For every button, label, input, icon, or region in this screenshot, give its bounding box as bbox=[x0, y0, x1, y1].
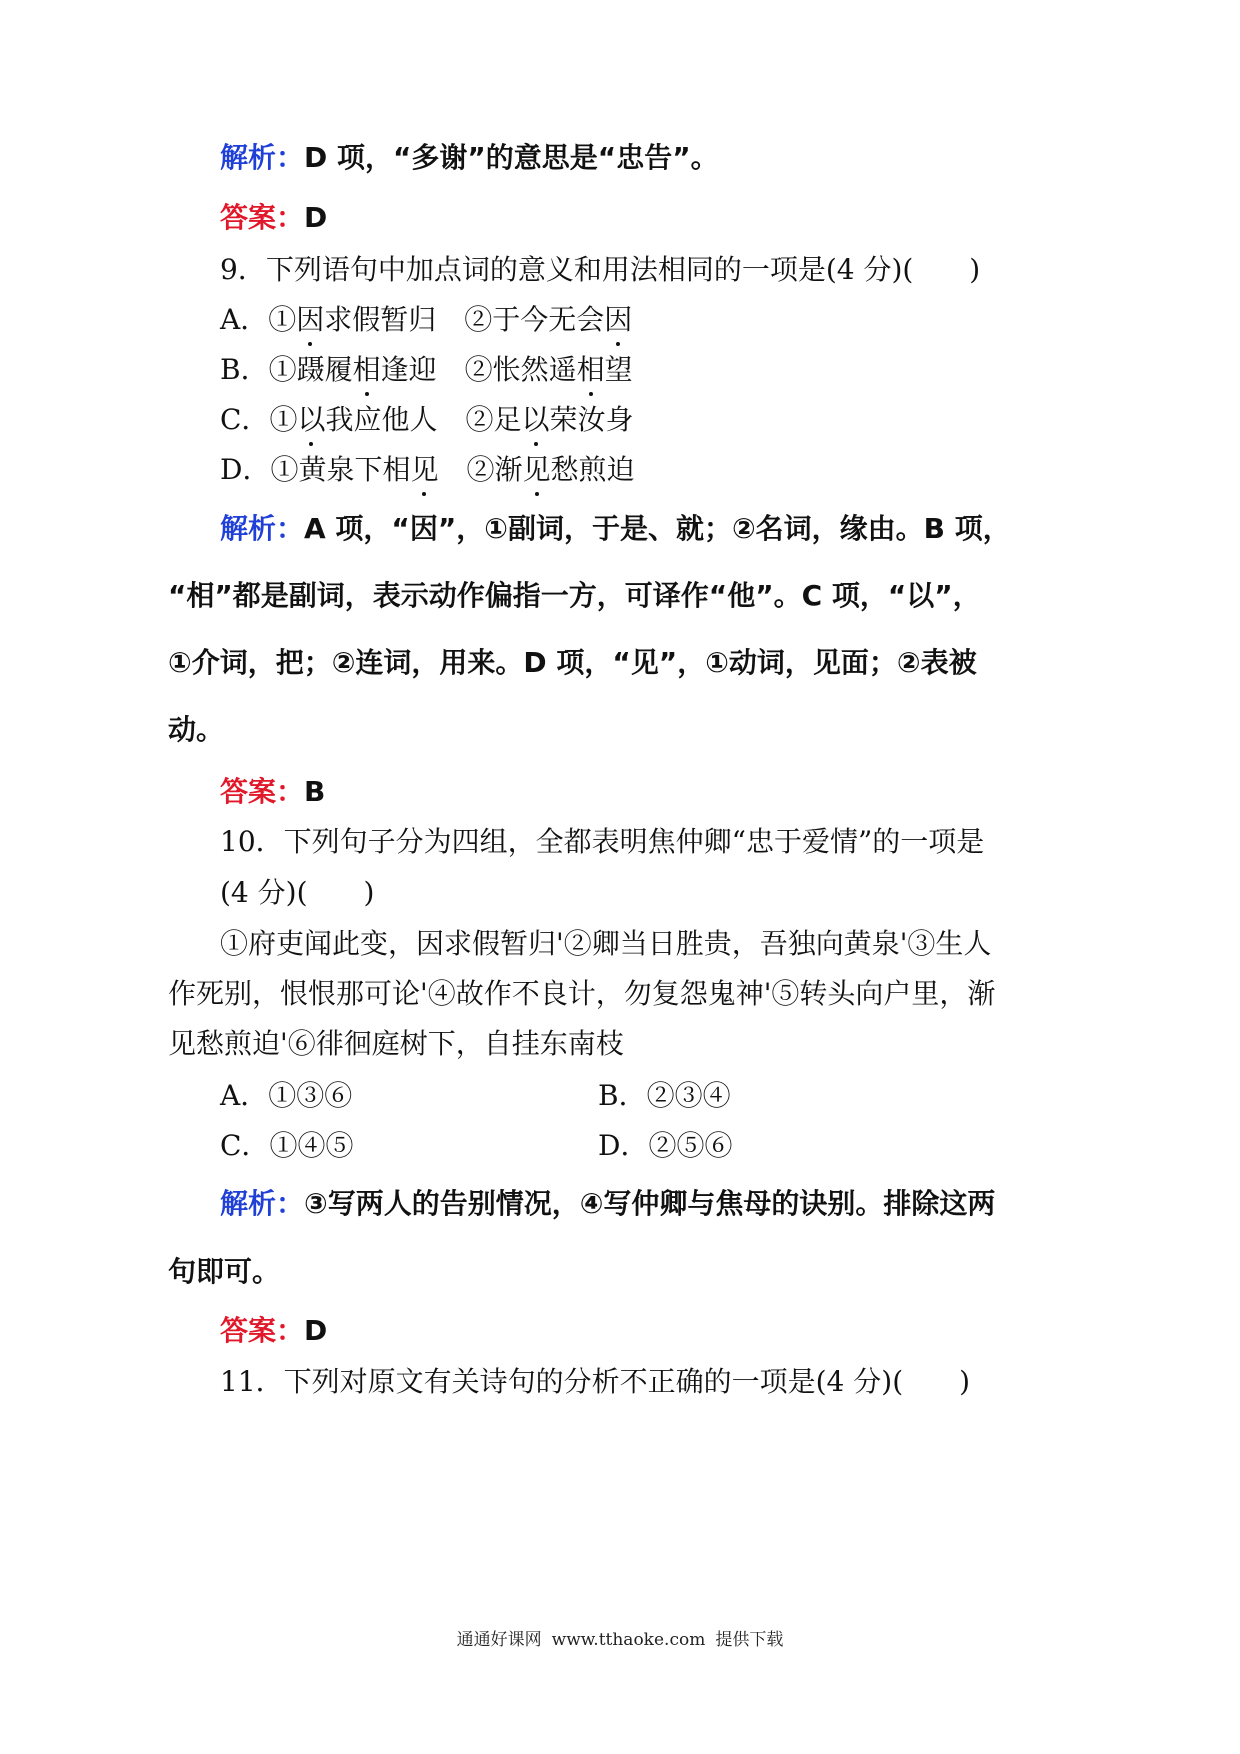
analysis-label: 解析： bbox=[220, 1187, 305, 1220]
answer-label: 答案： bbox=[220, 1314, 305, 1347]
option-value: ①③⑥ bbox=[268, 1079, 353, 1112]
dotted-word: 因 bbox=[604, 300, 632, 340]
answer-value: D bbox=[304, 201, 328, 234]
option-letter: A． bbox=[220, 1079, 269, 1112]
dotted-word: 以 bbox=[297, 400, 325, 440]
analysis-label: 解析： bbox=[220, 512, 305, 545]
option-letter: D． bbox=[598, 1129, 649, 1162]
answer-value: B bbox=[304, 775, 326, 808]
dotted-word: 见 bbox=[410, 450, 438, 490]
q9-analysis-line-1: 解析：A 项，“因”，①副词，于是、就；②名词，缘由。B 项， bbox=[220, 512, 1011, 545]
q10-option-d bbox=[598, 1126, 732, 1166]
q9-stem: 9．下列语句中加点词的意义和用法相同的一项是(4 分)( ) bbox=[220, 253, 981, 286]
dotted-word: 因 bbox=[296, 300, 324, 340]
q9-analysis-line-4: 动。 bbox=[168, 713, 225, 746]
option-value: ②③④ bbox=[646, 1079, 731, 1112]
analysis-text: D 项，“多谢”的意思是“忠告”。 bbox=[304, 141, 719, 174]
q9-analysis-line-3: ①介词，把；②连词，用来。D 项，“见”，①动词，见面；②表被 bbox=[168, 646, 977, 679]
q9-option-d: D．①黄泉下相见 ②渐见愁煎迫 bbox=[220, 450, 635, 490]
q10-analysis-line-2: 句即可。 bbox=[168, 1255, 281, 1288]
q10-stem-line-1: 10．下列句子分为四组，全都表明焦仲卿“忠于爱情”的一项是 bbox=[220, 825, 985, 858]
dotted-word: 见 bbox=[523, 450, 551, 490]
footer-url: www.tthaoke.com bbox=[551, 1630, 706, 1650]
q9-option-c: C．①以我应他人 ②足以荣汝身 bbox=[220, 400, 634, 440]
q10-analysis-line-1: 解析：③写两人的告别情况，④写仲卿与焦母的诀别。排除这两 bbox=[220, 1187, 996, 1220]
answer-value: D bbox=[304, 1314, 328, 1347]
q10-option-c bbox=[220, 1126, 353, 1166]
analysis-label: 解析： bbox=[220, 141, 305, 174]
q9-analysis-line-2: “相”都是副词，表示动作偏指一方，可译作“他”。C 项，“以”， bbox=[168, 579, 981, 612]
footer-site: 通通好课网 bbox=[456, 1630, 542, 1650]
footer-note: 提供下载 bbox=[715, 1630, 784, 1650]
option-letter: B． bbox=[220, 353, 269, 386]
q9-option-b: B．①蹑履相逢迎 ②怅然遥相望 bbox=[220, 350, 633, 390]
q10-body-line-2: 作死别，恨恨那可论'④故作不良计，勿复怨鬼神'⑤转头向户里，渐 bbox=[168, 977, 996, 1010]
dotted-word: 相 bbox=[353, 350, 381, 390]
page-footer bbox=[0, 1628, 1240, 1652]
option-letter: B． bbox=[598, 1079, 647, 1112]
option-letter: C． bbox=[220, 1129, 270, 1162]
q10-body-line-1: ①府吏闻此变，因求假暂归'②卿当日胜贵，吾独向黄泉'③生人 bbox=[220, 927, 992, 960]
option-letter: C． bbox=[220, 403, 270, 436]
answer-label: 答案： bbox=[220, 775, 305, 808]
q9-option-a: A．①因求假暂归 ②于今无会因 bbox=[220, 300, 632, 340]
q8-answer bbox=[220, 198, 327, 238]
q10-option-b bbox=[598, 1076, 731, 1116]
q10-option-a bbox=[220, 1076, 352, 1116]
dotted-word: 以 bbox=[522, 400, 550, 440]
answer-label: 答案： bbox=[220, 201, 305, 234]
option-value: ②⑤⑥ bbox=[648, 1129, 733, 1162]
q10-answer bbox=[220, 1311, 327, 1351]
dotted-word: 相 bbox=[577, 350, 605, 390]
q10-stem-line-2: (4 分)( ) bbox=[220, 876, 375, 909]
option-value: ①④⑤ bbox=[269, 1129, 354, 1162]
q11-stem: 11．下列对原文有关诗句的分析不正确的一项是(4 分)( ) bbox=[220, 1365, 971, 1398]
q9-answer bbox=[220, 772, 325, 812]
q10-body-line-3: 见愁煎迫'⑥徘徊庭树下，自挂东南枝 bbox=[168, 1027, 624, 1060]
q8-analysis bbox=[220, 138, 719, 178]
option-letter: D． bbox=[220, 453, 271, 486]
option-letter: A． bbox=[220, 303, 269, 336]
